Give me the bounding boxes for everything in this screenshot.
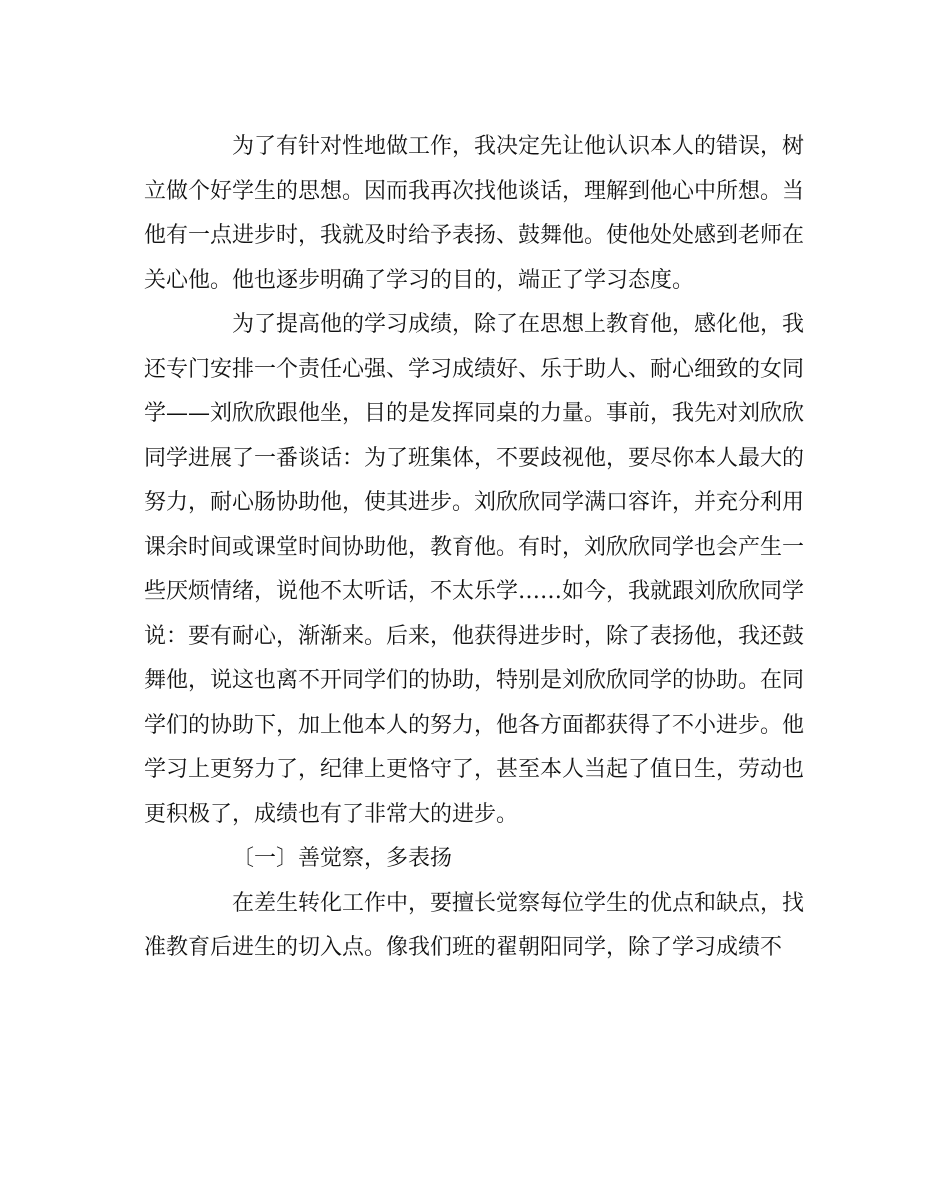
text-line: 为了提高他的学习成绩，除了在思想上教育他，感化他，我 [232, 312, 805, 337]
section-heading [144, 837, 804, 882]
text-line: 更积极了，成绩也有了非常大的进步。 [144, 801, 519, 827]
text-line: 努力，耐心肠协助他，使其进步。刘欣欣同学满口容许，并充分利用 [144, 490, 805, 515]
text-line: 说：要有耐心，渐渐来。后来，他获得进步时，除了表扬他，我还鼓 [144, 623, 805, 649]
text-line: 还专门安排一个责任心强、学习成绩好、乐于助人、耐心细致的女同 [144, 356, 805, 382]
text-line: 学们的协助下，加上他本人的努力，他各方面都获得了不小进步。他 [144, 712, 805, 738]
text-line: 准教育后进生的切入点。像我们班的翟朝阳同学，除了学习成绩不 [144, 935, 783, 960]
text-line: 些厌烦情绪，说他不太听话，不太乐学……如今，我就跟刘欣欣同学 [144, 579, 805, 604]
text-line: 立做个好学生的思想。因而我再次找他谈话，理解到他心中所想。当 [144, 178, 805, 204]
text-line: 学——刘欣欣跟他坐，目的是发挥同桌的力量。事前，我先对刘欣欣 [144, 401, 805, 426]
text-line: 为了有针对性地做工作，我决定先让他认识本人的错误，树 [232, 134, 805, 159]
text-line: 学习上更努力了，纪律上更恪守了，甚至本人当起了值日生，劳动也 [144, 757, 805, 782]
paragraph-3 [144, 882, 804, 971]
text-line: 他有一点进步时，我就及时给予表扬、鼓舞他。使他处处感到老师在 [144, 223, 805, 248]
heading-line: 〔一〕善觉察，多表扬 [232, 846, 453, 871]
paragraph-1 [144, 125, 804, 303]
text-line: 关心他。他也逐步明确了学习的目的，端正了学习态度。 [144, 267, 695, 293]
text-line: 课余时间或课堂时间协助他，教育他。有时，刘欣欣同学也会产生一 [144, 534, 805, 560]
text-line: 舞他，说这也离不开同学们的协助，特别是刘欣欣同学的协助。在同 [144, 668, 805, 693]
document-body [144, 125, 804, 971]
paragraph-2 [144, 303, 804, 837]
text-line: 在差生转化工作中，要擅长觉察每位学生的优点和缺点，找 [232, 890, 805, 916]
text-line: 同学进展了一番谈话：为了班集体，不要歧视他，要尽你本人最大的 [144, 445, 805, 471]
